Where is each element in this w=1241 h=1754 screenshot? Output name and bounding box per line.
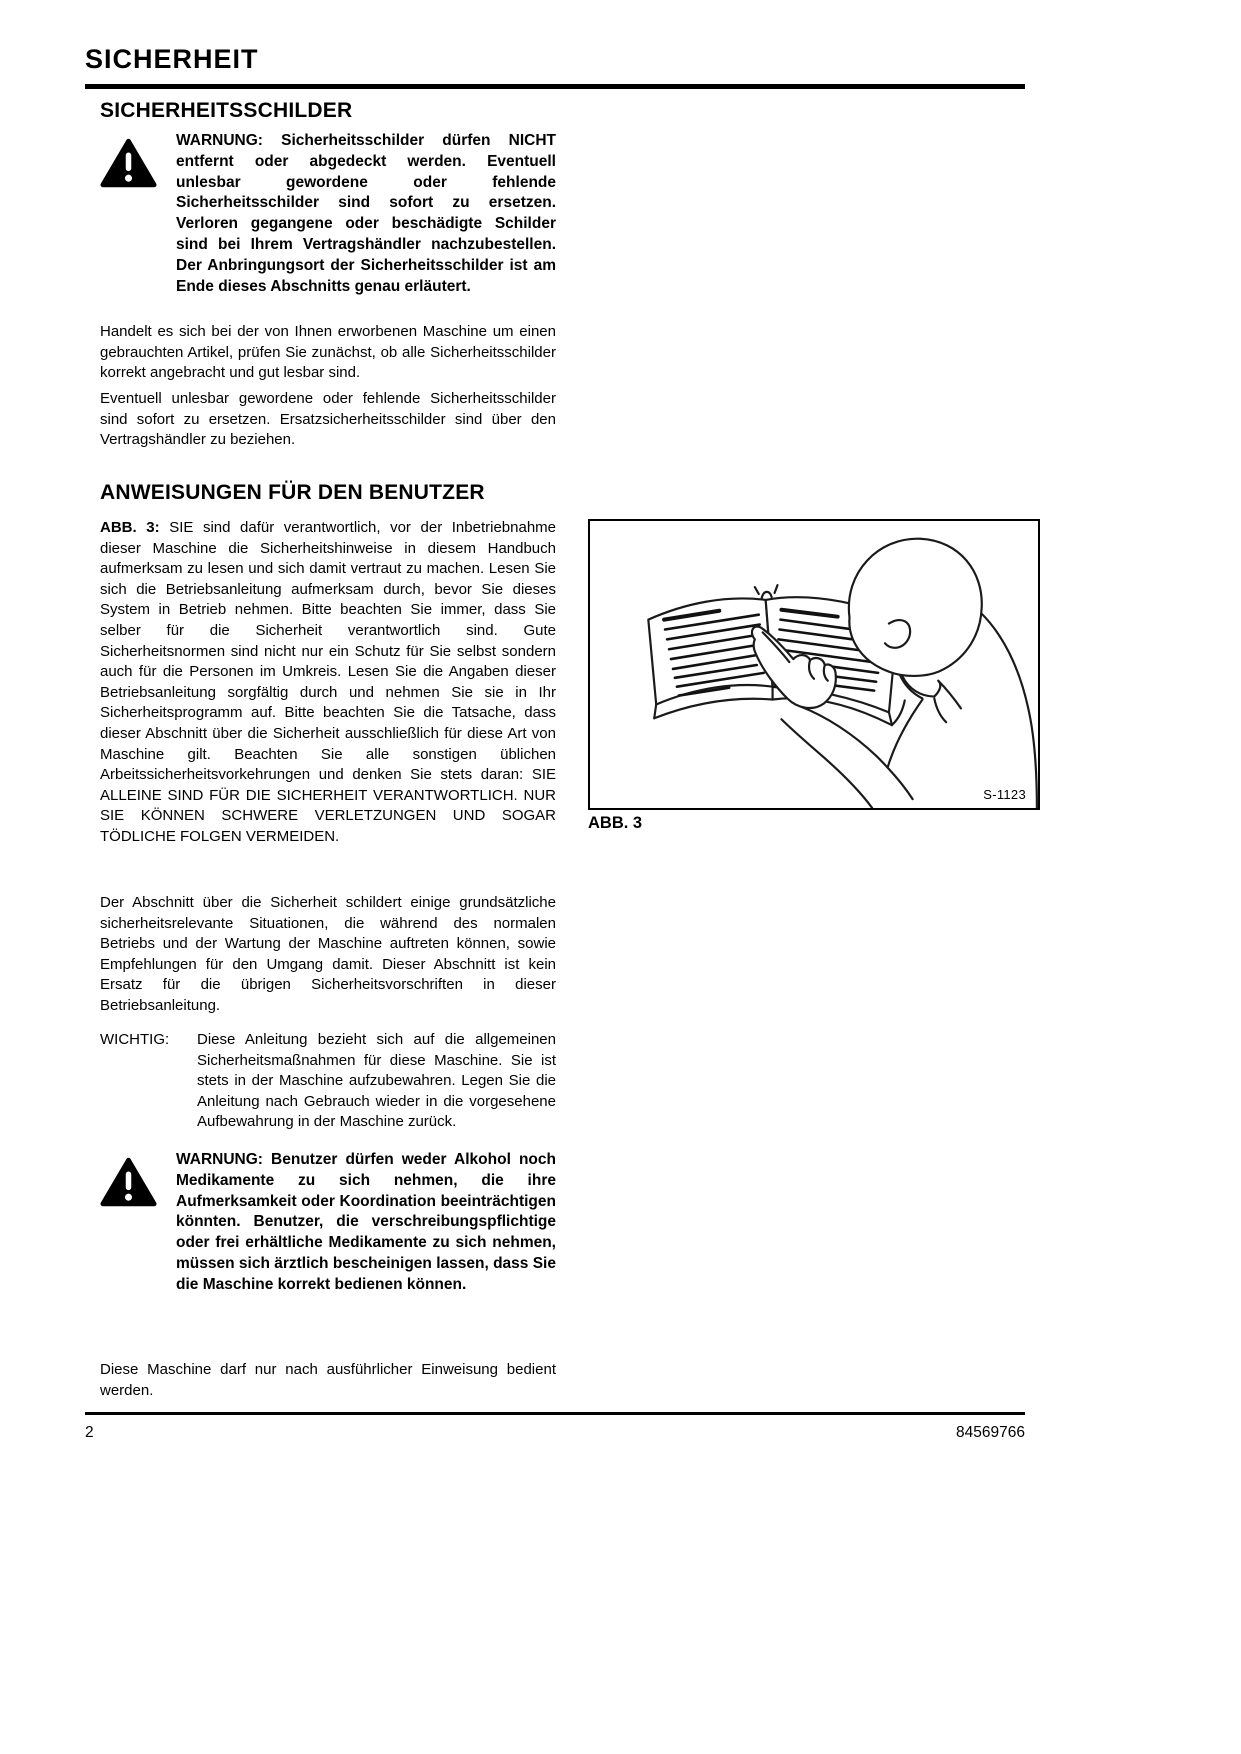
figure-box (588, 519, 1040, 810)
page-number: 2 (85, 1424, 94, 1441)
warning-text: WARNUNG: Benutzer dürfen weder Alkohol noch Medikamente zu sich nehmen, die ihre Aufmerksamkeit oder Koordination beeinträchtigen könnten. Benutzer, die verschreibungspflichtige oder frei erhältliche Medikamente zu sich nehmen, müssen sich ärztlich bescheinigen lassen, dass Sie die Maschine korrekt bedienen können. (176, 1151, 556, 1293)
paragraph-used-machine: Handelt es sich bei der von Ihnen erworbenen Maschine um einen gebrauchten Artikel, prüfen Sie zunächst, ob alle Sicherheitsschilder korrekt angebracht und gut lesbar sind. (100, 323, 556, 382)
section-heading-anweisungen: ANWEISUNGEN FÜR DEN BENUTZER (100, 481, 485, 504)
paragraph-section-scope: Der Abschnitt über die Sicherheit schildert einige grundsätzliche sicherheitsrelevante Situationen, die während des normalen Betriebs und der Wartung der Maschine auftreten können, sowie Empfehlungen für den Umgang damit. Dieser Abschnitt ist kein Ersatz für die übrigen Sicherheitsvorschriften in dieser Betriebsanleitung. (100, 894, 556, 1014)
figure-reference-label: ABB. 3: (100, 519, 160, 536)
title-rule (85, 84, 1025, 89)
page-footer (85, 1424, 1025, 1442)
paragraph-closing: Diese Maschine darf nur nach ausführlicher Einweisung bedient werden. (100, 1361, 556, 1399)
warning-block-medication (100, 1150, 556, 1296)
section-heading-sicherheitsschilder: SICHERHEITSSCHILDER (100, 99, 353, 122)
warning-triangle-icon (100, 1150, 176, 1296)
document-number: 84569766 (956, 1424, 1025, 1441)
warning-triangle-icon (100, 131, 176, 297)
paragraph-replacement-decals: Eventuell unlesbar gewordene oder fehlende Sicherheitsschilder sind sofort zu ersetzen. Ersatzsicherheitsschilder sind über den Vertragshändler zu beziehen. (100, 390, 556, 449)
warning-text: WARNUNG: Sicherheitsschilder dürfen NICHT entfernt oder abgedeckt werden. Eventuell unlesbar gewordene oder fehlende Sicherheitsschilder sind sofort zu ersetzen. Verloren gegangene oder beschädigte Schilder sind bei Ihrem Vertragshändler nachzubestellen. Der Anbringungsort der Sicherheitsschilder ist am Ende dieses Abschnitts genau erläutert. (176, 132, 556, 295)
figure-illustration-man-reading-manual (590, 521, 1038, 808)
paragraph-abb3-text: SIE sind dafür verantwortlich, vor der Inbetriebnahme dieser Maschine die Sicherheitshinweise in diesem Handbuch aufmerksam zu lesen und sich damit vertraut zu machen. Lesen Sie sich die Betriebsanleitung aufmerksam durch, bevor Sie dieses System in Betrieb nehmen. Bitte beachten Sie immer, dass Sie selber für die Sicherheit verantwortlich sind. Gute Sicherheitsnormen sind nicht nur ein Schutz für Sie selbst sondern auch für die Personen im Umkreis. Lesen Sie die Angaben dieser Betriebsanleitung sorgfältig durch und nehmen Sie sie in Ihr Sicherheitsprogramm auf. Bitte beachten Sie die Tatsache, dass dieser Abschnitt über die Sicherheit ausschließlich für diese Art von Maschine gilt. Beachten Sie alle sonstigen üblichen Arbeitssicherheitsvorkehrungen und denken Sie stets daran: SIE ALLEINE SIND FÜR DIE SICHERHEIT VERANTWORTLICH. NUR SIE KÖNNEN SCHWERE VERLETZUNGEN UND SOGAR TÖDLICHE FOLGEN VERMEIDEN. (100, 519, 557, 845)
warning-block-decals (100, 131, 556, 297)
paragraph-abb3 (100, 518, 556, 848)
figure-code: S-1123 (983, 787, 1026, 802)
important-label: WICHTIG: (100, 1031, 170, 1048)
figure-caption: ABB. 3 (588, 814, 643, 832)
footer-rule (85, 1412, 1025, 1415)
important-text: Diese Anleitung bezieht sich auf die allgemeinen Sicherheitsmaßnahmen für diese Maschine. Sie ist stets in der Maschine aufzubewahren. Legen Sie die Anleitung nach Gebrauch wieder in die vorgesehene Aufbewahrung in der Maschine zurück. (197, 1031, 556, 1131)
page-title: SICHERHEIT (85, 44, 259, 74)
important-note (100, 1030, 556, 1133)
